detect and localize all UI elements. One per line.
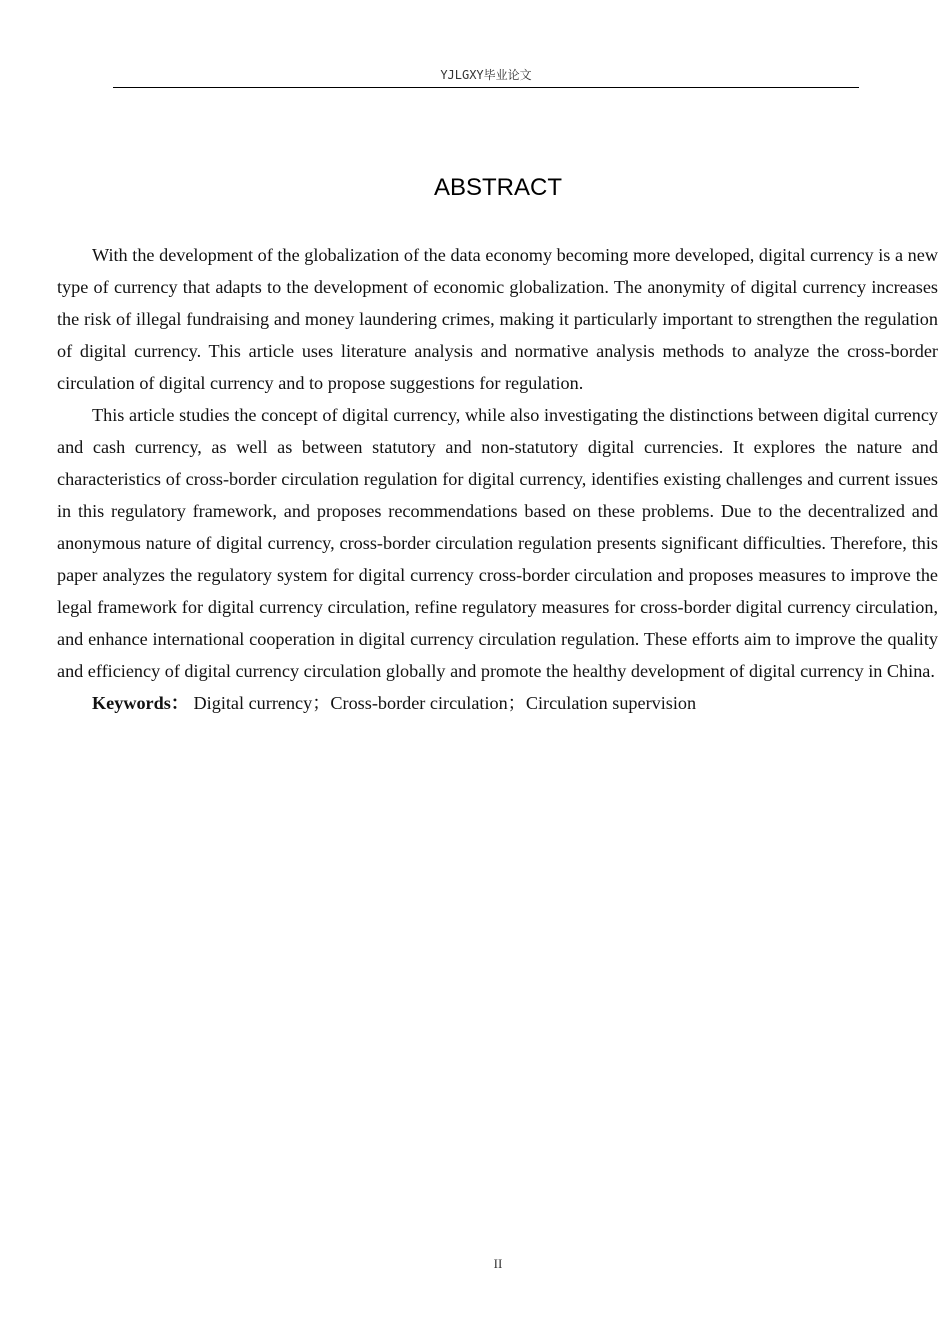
header-rule	[113, 87, 859, 88]
keywords-text: Digital currency；Cross-border circulation；Circulation supervision	[189, 693, 697, 713]
page-number: II	[493, 1256, 503, 1271]
keywords-label: Keywords：	[92, 693, 189, 713]
keywords-line	[57, 687, 938, 719]
abstract-paragraph-2: This article studies the concept of digital currency, while also investigating the distinctions between digital currency and cash currency, as well as between statutory and non-statutory digital currencies. It explores the nature and characteristics of cross-border circulation regulation for digital currency, identifies existing challenges and current issues in this regulatory framework, and proposes recommendations based on these problems. Due to the decentralized and anonymous nature of digital currency, cross-border circulation regulation presents significant difficulties. Therefore, this paper analyzes the regulatory system for digital currency cross-border circulation and proposes measures to improve the legal framework for digital currency circulation, refine regulatory measures for cross-border digital currency circulation, and enhance international cooperation in digital currency circulation regulation. These efforts aim to improve the quality and efficiency of digital currency circulation globally and promote the healthy development of digital currency in China.	[57, 405, 938, 681]
abstract-paragraph-1: With the development of the globalization of the data economy becoming more developed, digital currency is a new type of currency that adapts to the development of economic globalization. The anonymity of digital currency increases the risk of illegal fundraising and money laundering crimes, making it particularly important to strengthen the regulation of digital currency. This article uses literature analysis and normative analysis methods to analyze the cross-border circulation of digital currency and to propose suggestions for regulation.	[57, 245, 938, 393]
abstract-title: ABSTRACT	[433, 174, 562, 201]
running-header: YJLGXY毕业论文	[440, 68, 532, 82]
abstract-body	[57, 239, 938, 719]
